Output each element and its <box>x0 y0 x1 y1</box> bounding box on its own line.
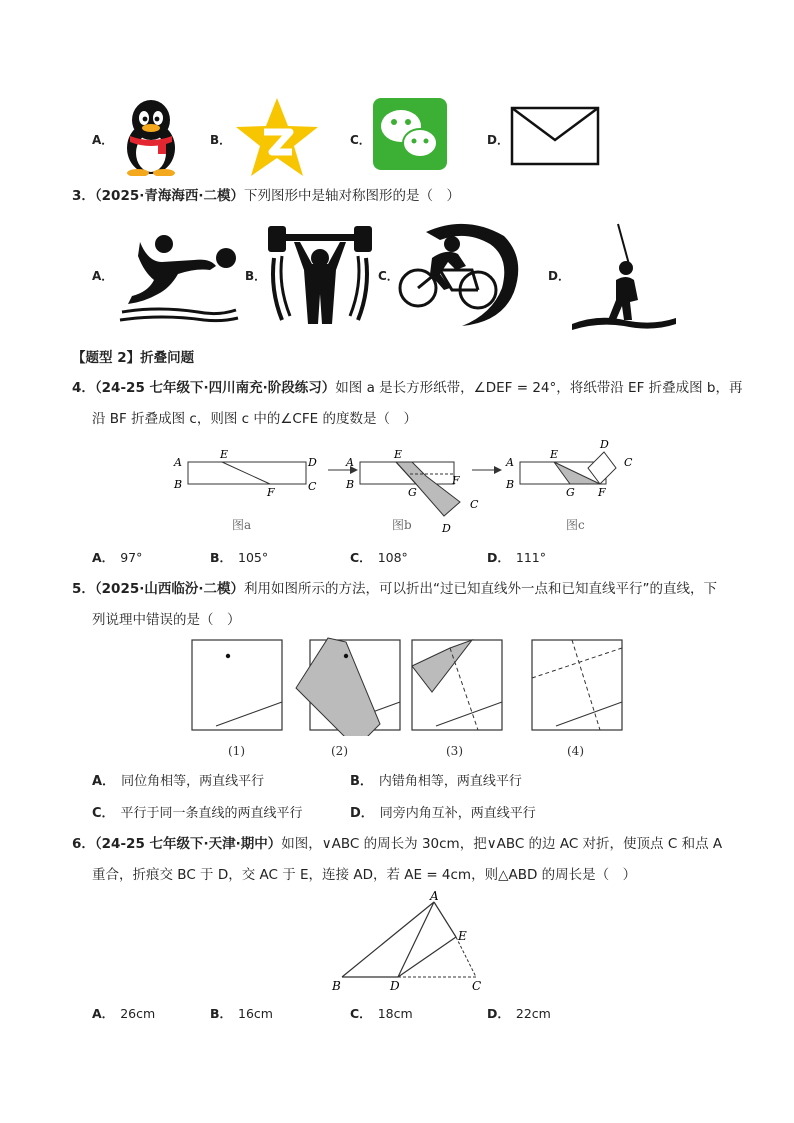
qzone-star-icon <box>234 96 320 178</box>
q6-answer-c[interactable]: C． 18cm <box>350 1006 413 1021</box>
fig-c <box>505 440 633 499</box>
q6-stem-line2: 重合，折痕交 BC 于 D，交 AC 于 E，连接 AD，若 AE = 4cm，则△ABD 的周长是（ ） <box>92 867 637 883</box>
fig-c-label-d: D <box>600 440 609 451</box>
q4-caption-c: 图c <box>566 518 585 532</box>
fig-c-label-a: A <box>506 456 514 469</box>
q6-label-e: E <box>458 929 467 943</box>
fig-b-label-a: A <box>346 456 354 469</box>
q3-option-a: A． <box>92 269 114 283</box>
q5-answer-b[interactable]: B． 内错角相等，两直线平行 <box>350 774 522 789</box>
q6-label-b: B <box>332 979 341 993</box>
fig-a <box>173 448 317 499</box>
q2-option-b: B． <box>210 133 232 147</box>
weightlifter-icon <box>264 220 376 330</box>
fig-a-label-f: F <box>267 486 275 499</box>
fig-a-label-d: D <box>308 456 317 469</box>
golfer-icon <box>568 220 680 332</box>
q6-label-a: A <box>430 890 439 903</box>
q6-triangle-figure <box>326 890 496 994</box>
q6-answer-d[interactable]: D． 22cm <box>487 1006 551 1021</box>
fig-c-label-e: E <box>550 448 559 461</box>
q3-option-b: B． <box>245 269 267 283</box>
fig-a-label-c: C <box>308 480 317 493</box>
q6-label-d: D <box>390 979 400 993</box>
fig-c-label-f: F <box>598 486 606 499</box>
q5-stem-line1: 5．（2025·山西临汾·二模）利用如图所示的方法，可以折出“过已知直线外一点和已知直线平行”的直线，下 <box>72 581 717 597</box>
section-heading: 【题型 2】折叠问题 <box>72 350 195 366</box>
volleyball-player-icon <box>118 222 240 328</box>
q4-stem-line1: 4．（24-25 七年级下·四川南充·阶段练习）如图 a 是长方形纸带，∠DEF = 24°，将纸带沿 EF 折叠成图 b，再 <box>72 380 743 396</box>
envelope-icon <box>510 106 600 166</box>
fig-c-label-g: G <box>566 486 575 499</box>
fig-b-label-g: G <box>408 486 417 499</box>
q4-answer-a[interactable]: A． 97° <box>92 550 143 565</box>
fig-b-label-c: C <box>470 498 479 511</box>
q5-answer-c[interactable]: C． 平行于同一条直线的两直线平行 <box>92 806 303 821</box>
q5-caption-1: (1) <box>228 744 245 758</box>
q4-answer-d[interactable]: D． 111° <box>487 550 546 565</box>
q5-folding-figures <box>188 636 628 736</box>
q4-stem-line2: 沿 BF 折叠成图 c，则图 c 中的∠CFE 的度数是（ ） <box>92 411 417 427</box>
fig-a-label-b: B <box>174 478 183 491</box>
q2-option-c: C． <box>350 133 371 147</box>
q5-caption-4: (4) <box>567 744 584 758</box>
q5-answer-d[interactable]: D． 同旁内角互补，两直线平行 <box>350 806 536 821</box>
cyclist-icon <box>396 218 524 330</box>
fig-a-label-a: A <box>174 456 182 469</box>
q4-answer-b[interactable]: B． 105° <box>210 550 269 565</box>
q5-caption-2: (2) <box>331 744 348 758</box>
q6-stem-line1: 6．（24-25 七年级下·天津·期中）如图，∨ABC 的周长为 30cm，把∨ABC 的边 AC 对折，使顶点 C 和点 A <box>72 836 723 852</box>
wechat-icon <box>373 98 447 170</box>
q5-stem-line2: 列说理中错误的是（ ） <box>92 612 241 628</box>
q2-option-a: A． <box>92 133 114 147</box>
q3-option-c: C． <box>378 269 399 283</box>
fig-c-label-b: B <box>506 478 515 491</box>
q4-caption-b: 图b <box>392 518 412 532</box>
fig-c-label-c: C <box>624 456 633 469</box>
fig-b-label-e: E <box>394 448 403 461</box>
fig-b-label-d: D <box>442 522 451 535</box>
qq-penguin-icon <box>118 98 184 176</box>
q2-option-d: D． <box>487 133 509 147</box>
fig-b <box>345 448 479 535</box>
q6-answer-a[interactable]: A． 26cm <box>92 1006 156 1021</box>
fig-a-label-e: E <box>220 448 229 461</box>
fig-b-label-b: B <box>346 478 355 491</box>
q3-option-d: D． <box>548 269 570 283</box>
q6-label-c: C <box>472 979 482 993</box>
q4-caption-a: 图a <box>232 518 252 532</box>
fig-b-label-f: F <box>452 474 460 487</box>
q6-answer-b[interactable]: B． 16cm <box>210 1006 273 1021</box>
q3-stem: 3．（2025·青海海西·二模）下列图形中是轴对称图形的是（ ） <box>72 188 460 204</box>
q5-caption-3: (3) <box>446 744 463 758</box>
q5-answer-a[interactable]: A． 同位角相等，两直线平行 <box>92 774 265 789</box>
q4-answer-c[interactable]: C． 108° <box>350 550 408 565</box>
